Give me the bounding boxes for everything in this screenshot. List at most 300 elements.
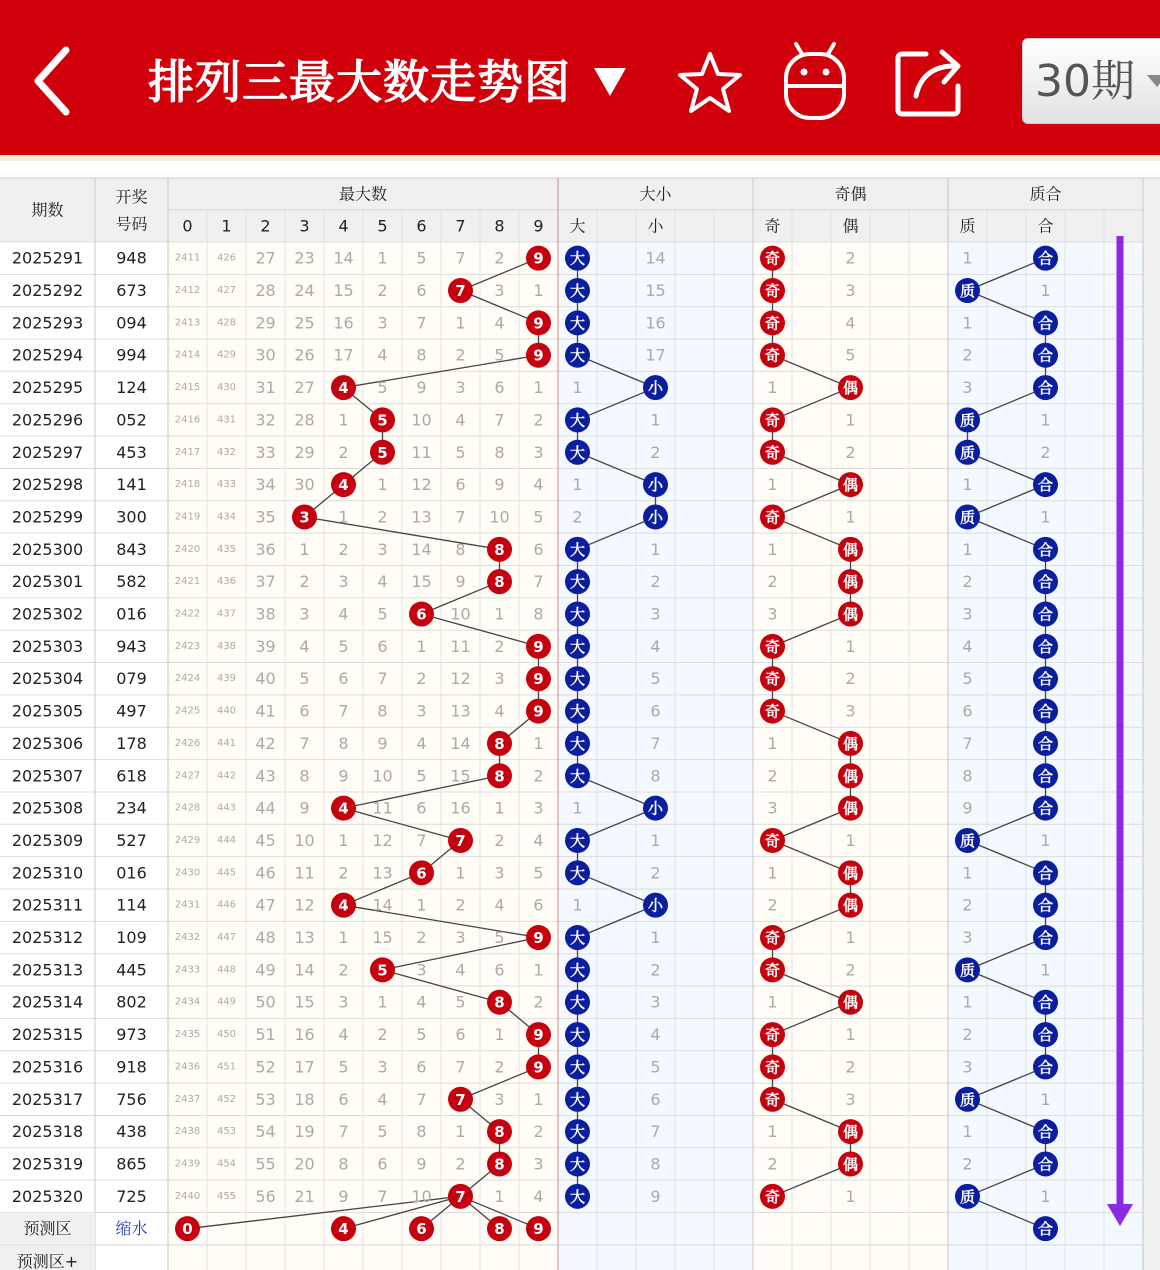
miss-count: 9 xyxy=(650,1186,661,1206)
miss-count: 2423 xyxy=(174,640,201,652)
miss-count: 3 xyxy=(299,604,310,624)
parity-ball-label: 奇 xyxy=(764,249,781,268)
draw-number: 016 xyxy=(116,604,147,624)
miss-count: 42 xyxy=(255,733,276,753)
miss-count: 6 xyxy=(533,895,544,915)
max-hit-ball-label: 8 xyxy=(494,573,505,592)
issue-number: 2025315 xyxy=(11,1025,84,1045)
max-hit-ball-label: 5 xyxy=(377,961,388,980)
miss-count: 2437 xyxy=(174,1093,201,1105)
miss-count: 5 xyxy=(416,1025,427,1045)
miss-count: 4 xyxy=(377,1089,388,1109)
predict-ball-label: 9 xyxy=(533,1220,544,1239)
miss-count: 5 xyxy=(338,1057,349,1077)
miss-count: 12 xyxy=(372,830,393,850)
predict-ball-label: 4 xyxy=(338,1220,349,1239)
miss-count: 1 xyxy=(377,992,388,1012)
miss-count: 2429 xyxy=(174,834,201,846)
miss-count: 3 xyxy=(533,1154,544,1174)
miss-count: 2426 xyxy=(174,737,201,749)
miss-count: 2421 xyxy=(174,576,201,588)
miss-count: 4 xyxy=(494,701,505,721)
miss-count: 15 xyxy=(333,281,354,301)
issue-header: 期数 xyxy=(31,200,64,220)
issue-number: 2025297 xyxy=(11,442,84,462)
miss-count: 1 xyxy=(455,863,466,883)
miss-count: 6 xyxy=(338,669,349,689)
miss-count: 37 xyxy=(255,572,276,592)
miss-count: 446 xyxy=(216,899,237,911)
miss-count: 2 xyxy=(572,507,583,527)
size-ball-label: 大 xyxy=(569,346,586,365)
parity-ball-label: 偶 xyxy=(842,799,859,818)
miss-count: 2439 xyxy=(174,1158,201,1170)
parity-ball-label: 奇 xyxy=(764,411,781,430)
miss-count: 454 xyxy=(216,1158,237,1170)
group-header: 最大数 xyxy=(338,184,388,204)
miss-count: 2 xyxy=(338,442,349,462)
issue-number: 2025299 xyxy=(11,507,84,527)
miss-count: 4 xyxy=(455,960,466,980)
miss-count: 10 xyxy=(411,1186,432,1206)
size-ball-label: 大 xyxy=(569,702,586,721)
miss-count: 7 xyxy=(533,572,544,592)
miss-count: 7 xyxy=(455,1057,466,1077)
size-ball-label: 大 xyxy=(569,540,586,559)
max-digit-header: 6 xyxy=(416,216,427,236)
miss-count: 8 xyxy=(494,442,505,462)
miss-count: 3 xyxy=(650,992,661,1012)
miss-count: 2412 xyxy=(174,285,201,297)
prime-ball-label: 质 xyxy=(959,411,976,430)
issue-number: 2025309 xyxy=(11,830,84,850)
prime-ball-label: 合 xyxy=(1037,346,1054,365)
size-ball-label: 大 xyxy=(569,249,586,268)
miss-count: 426 xyxy=(216,252,237,264)
issue-number: 2025291 xyxy=(11,248,84,268)
miss-count: 1 xyxy=(767,475,778,495)
size-ball-label: 大 xyxy=(569,1058,586,1077)
miss-count: 2 xyxy=(455,895,466,915)
miss-count: 5 xyxy=(377,1122,388,1142)
miss-count: 1 xyxy=(650,928,661,948)
miss-count: 11 xyxy=(450,636,471,656)
miss-count: 7 xyxy=(416,1089,427,1109)
miss-count: 17 xyxy=(333,345,354,365)
miss-count: 440 xyxy=(216,705,237,717)
max-digit-header: 9 xyxy=(533,216,544,236)
parity-ball-label: 奇 xyxy=(764,346,781,365)
miss-count: 8 xyxy=(338,733,349,753)
miss-count: 2436 xyxy=(174,1061,201,1073)
miss-count: 2433 xyxy=(174,964,201,976)
miss-count: 6 xyxy=(377,1154,388,1174)
miss-count: 2 xyxy=(494,1057,505,1077)
miss-count: 1 xyxy=(338,410,349,430)
miss-count: 427 xyxy=(216,285,237,297)
max-hit-ball-label: 9 xyxy=(533,314,544,333)
miss-count: 2415 xyxy=(174,382,201,394)
draw-number: 973 xyxy=(116,1025,147,1045)
prime-ball-label: 合 xyxy=(1037,896,1054,915)
draw-header-line2: 号码 xyxy=(115,214,148,234)
size-ball-label: 大 xyxy=(569,314,586,333)
miss-count: 6 xyxy=(455,1025,466,1045)
miss-count: 4 xyxy=(533,475,544,495)
page-title[interactable]: 排列三最大数走势图 xyxy=(148,55,571,109)
draw-number: 756 xyxy=(116,1089,147,1109)
miss-count: 4 xyxy=(299,636,310,656)
miss-count: 56 xyxy=(255,1186,276,1206)
miss-count: 1 xyxy=(767,378,778,398)
miss-count: 2 xyxy=(299,572,310,592)
miss-count: 443 xyxy=(216,802,237,814)
predict-ball-label: 6 xyxy=(416,1220,427,1239)
size-ball-label: 大 xyxy=(569,864,586,883)
parity-ball-label: 奇 xyxy=(764,702,781,721)
miss-count: 428 xyxy=(216,317,237,329)
prime-ball-label: 质 xyxy=(959,961,976,980)
max-hit-ball-label: 6 xyxy=(416,864,427,883)
parity-ball-label: 偶 xyxy=(842,540,859,559)
miss-count: 1 xyxy=(1040,281,1051,301)
issue-number: 2025313 xyxy=(11,960,84,980)
miss-count: 46 xyxy=(255,863,276,883)
issue-number: 2025317 xyxy=(11,1089,84,1109)
prime-ball-label: 合 xyxy=(1037,864,1054,883)
miss-count: 1 xyxy=(338,928,349,948)
miss-count: 27 xyxy=(294,378,315,398)
max-digit-header: 0 xyxy=(182,216,193,236)
miss-count: 1 xyxy=(494,1025,505,1045)
miss-count: 36 xyxy=(255,539,276,559)
miss-count: 1 xyxy=(845,1186,856,1206)
issue-number: 2025320 xyxy=(11,1186,84,1206)
miss-count: 3 xyxy=(494,669,505,689)
miss-count: 55 xyxy=(255,1154,276,1174)
size-ball-label: 大 xyxy=(569,831,586,850)
parity-ball-label: 偶 xyxy=(842,573,859,592)
max-hit-ball-label: 8 xyxy=(494,1123,505,1142)
miss-count: 2 xyxy=(455,345,466,365)
draw-number: 114 xyxy=(116,895,147,915)
draw-number: 582 xyxy=(116,572,147,592)
max-hit-ball-label: 4 xyxy=(338,896,349,915)
miss-count: 445 xyxy=(216,867,237,879)
draw-number: 124 xyxy=(116,378,147,398)
issue-number: 2025306 xyxy=(11,733,84,753)
prime-ball-label: 合 xyxy=(1037,1058,1054,1077)
parity-ball-label: 奇 xyxy=(764,637,781,656)
miss-count: 2424 xyxy=(174,673,201,685)
draw-number: 994 xyxy=(116,345,147,365)
draw-number: 079 xyxy=(116,669,147,689)
issue-number: 2025295 xyxy=(11,378,84,398)
miss-count: 3 xyxy=(533,798,544,818)
draw-number: 141 xyxy=(116,475,147,495)
miss-count: 3 xyxy=(767,798,778,818)
miss-count: 3 xyxy=(767,604,778,624)
miss-count: 3 xyxy=(533,442,544,462)
miss-count: 43 xyxy=(255,766,276,786)
miss-count: 54 xyxy=(255,1122,276,1142)
miss-count: 1 xyxy=(416,636,427,656)
miss-count: 13 xyxy=(372,863,393,883)
miss-count: 1 xyxy=(845,507,856,527)
miss-count: 2417 xyxy=(174,446,201,458)
miss-count: 30 xyxy=(255,345,276,365)
size-ball-label: 大 xyxy=(569,637,586,656)
miss-count: 19 xyxy=(294,1122,315,1142)
miss-count: 8 xyxy=(377,701,388,721)
size-ball-label: 小 xyxy=(647,379,664,398)
miss-count: 7 xyxy=(455,507,466,527)
draw-number: 438 xyxy=(116,1122,147,1142)
miss-count: 2 xyxy=(767,572,778,592)
max-digit-header: 8 xyxy=(494,216,505,236)
miss-count: 29 xyxy=(255,313,276,333)
max-hit-ball-label: 9 xyxy=(533,637,544,656)
miss-count: 4 xyxy=(533,830,544,850)
miss-count: 2 xyxy=(533,992,544,1012)
max-hit-ball-label: 3 xyxy=(299,508,310,527)
miss-count: 15 xyxy=(294,992,315,1012)
miss-count: 2 xyxy=(377,507,388,527)
miss-count: 25 xyxy=(294,313,315,333)
miss-count: 453 xyxy=(216,1126,237,1138)
issue-number: 2025294 xyxy=(11,345,84,365)
miss-count: 442 xyxy=(216,770,237,782)
miss-count: 14 xyxy=(411,539,432,559)
prime-ball-label: 合 xyxy=(1037,929,1054,948)
miss-count: 2 xyxy=(377,1025,388,1045)
miss-count: 6 xyxy=(299,701,310,721)
draw-number: 618 xyxy=(116,766,147,786)
miss-count: 1 xyxy=(767,733,778,753)
size-header: 小 xyxy=(647,216,664,236)
issue-number: 2025296 xyxy=(11,410,84,430)
miss-count: 6 xyxy=(338,1089,349,1109)
miss-count: 4 xyxy=(494,895,505,915)
miss-count: 1 xyxy=(338,830,349,850)
miss-count: 52 xyxy=(255,1057,276,1077)
miss-count: 4 xyxy=(416,733,427,753)
miss-count: 3 xyxy=(845,701,856,721)
miss-count: 2414 xyxy=(174,349,201,361)
miss-count: 1 xyxy=(767,992,778,1012)
miss-count: 439 xyxy=(216,673,237,685)
issue-number: 2025307 xyxy=(11,766,84,786)
predict-ball-label: 0 xyxy=(182,1220,193,1239)
miss-count: 13 xyxy=(411,507,432,527)
miss-count: 4 xyxy=(455,410,466,430)
group-header: 奇偶 xyxy=(834,184,867,204)
prime-ball-label: 合 xyxy=(1037,476,1054,495)
predict-label: 预测区 xyxy=(23,1219,72,1239)
draw-header-line1: 开奖 xyxy=(115,187,148,207)
miss-count: 1 xyxy=(962,539,973,559)
draw-number: 109 xyxy=(116,928,147,948)
miss-count: 6 xyxy=(455,475,466,495)
max-digit-header: 1 xyxy=(221,216,232,236)
parity-ball-label: 偶 xyxy=(842,767,859,786)
miss-count: 14 xyxy=(294,960,315,980)
miss-count: 6 xyxy=(494,960,505,980)
miss-count: 441 xyxy=(216,737,237,749)
miss-count: 2 xyxy=(494,636,505,656)
miss-count: 2 xyxy=(416,928,427,948)
miss-count: 2 xyxy=(845,669,856,689)
miss-count: 39 xyxy=(255,636,276,656)
miss-count: 1 xyxy=(572,798,583,818)
miss-count: 1 xyxy=(845,636,856,656)
miss-count: 15 xyxy=(411,572,432,592)
parity-header: 偶 xyxy=(842,216,859,236)
miss-count: 1 xyxy=(1040,960,1051,980)
miss-count: 11 xyxy=(411,442,432,462)
issue-number: 2025308 xyxy=(11,798,84,818)
miss-count: 15 xyxy=(372,928,393,948)
size-ball-label: 小 xyxy=(647,896,664,915)
miss-count: 44 xyxy=(255,798,276,818)
miss-count: 450 xyxy=(216,1029,237,1041)
miss-count: 8 xyxy=(338,1154,349,1174)
miss-count: 5 xyxy=(416,248,427,268)
miss-count: 12 xyxy=(411,475,432,495)
size-ball-label: 大 xyxy=(569,1123,586,1142)
miss-count: 3 xyxy=(377,1057,388,1077)
max-hit-ball-label: 7 xyxy=(455,1187,466,1206)
prime-ball-label: 合 xyxy=(1037,702,1054,721)
max-hit-ball-label: 8 xyxy=(494,1155,505,1174)
miss-count: 6 xyxy=(416,1057,427,1077)
parity-ball-label: 奇 xyxy=(764,670,781,689)
miss-count: 2440 xyxy=(174,1190,201,1202)
draw-number: 052 xyxy=(116,410,147,430)
parity-ball-label: 偶 xyxy=(842,1155,859,1174)
miss-count: 10 xyxy=(411,410,432,430)
miss-count: 5 xyxy=(845,345,856,365)
miss-count: 8 xyxy=(299,766,310,786)
predict-plus-label: 预测区+ xyxy=(16,1251,79,1270)
miss-count: 3 xyxy=(494,281,505,301)
miss-count: 2 xyxy=(650,960,661,980)
miss-count: 2425 xyxy=(174,705,201,717)
parity-ball-label: 奇 xyxy=(764,1026,781,1045)
shrink-link[interactable]: 缩水 xyxy=(115,1219,148,1239)
miss-count: 5 xyxy=(533,863,544,883)
miss-count: 4 xyxy=(845,313,856,333)
miss-count: 7 xyxy=(962,733,973,753)
miss-count: 53 xyxy=(255,1089,276,1109)
miss-count: 7 xyxy=(338,701,349,721)
size-ball-label: 小 xyxy=(647,799,664,818)
miss-count: 7 xyxy=(455,248,466,268)
miss-count: 451 xyxy=(216,1061,237,1073)
size-ball-label: 大 xyxy=(569,443,586,462)
miss-count: 2 xyxy=(845,442,856,462)
miss-count: 7 xyxy=(650,733,661,753)
period-label: 30期 xyxy=(1035,56,1135,107)
miss-count: 4 xyxy=(494,313,505,333)
miss-count: 1 xyxy=(533,1089,544,1109)
max-hit-ball-label: 8 xyxy=(494,767,505,786)
miss-count: 2430 xyxy=(174,867,201,879)
predict-ball-label: 8 xyxy=(494,1220,505,1239)
miss-count: 2 xyxy=(650,863,661,883)
miss-count: 10 xyxy=(372,766,393,786)
max-hit-ball-label: 9 xyxy=(533,702,544,721)
max-hit-ball-label: 6 xyxy=(416,605,427,624)
size-ball-label: 大 xyxy=(569,1090,586,1109)
miss-count: 455 xyxy=(216,1190,237,1202)
miss-count: 8 xyxy=(533,604,544,624)
miss-count: 2 xyxy=(767,1154,778,1174)
size-ball-label: 大 xyxy=(569,929,586,948)
miss-count: 9 xyxy=(338,1186,349,1206)
miss-count: 6 xyxy=(416,281,427,301)
miss-count: 4 xyxy=(533,1186,544,1206)
miss-count: 6 xyxy=(533,539,544,559)
miss-count: 13 xyxy=(294,928,315,948)
miss-count: 6 xyxy=(962,701,973,721)
miss-count: 31 xyxy=(255,378,276,398)
draw-number: 725 xyxy=(116,1186,147,1206)
miss-count: 8 xyxy=(416,345,427,365)
miss-count: 51 xyxy=(255,1025,276,1045)
miss-count: 2438 xyxy=(174,1126,201,1138)
max-hit-ball-label: 4 xyxy=(338,799,349,818)
miss-count: 448 xyxy=(216,964,237,976)
miss-count: 1 xyxy=(572,475,583,495)
miss-count: 1 xyxy=(533,733,544,753)
miss-count: 3 xyxy=(494,863,505,883)
miss-count: 5 xyxy=(455,442,466,462)
parity-ball-label: 奇 xyxy=(764,961,781,980)
miss-count: 9 xyxy=(962,798,973,818)
miss-count: 7 xyxy=(416,830,427,850)
miss-count: 38 xyxy=(255,604,276,624)
miss-count: 47 xyxy=(255,895,276,915)
miss-count: 8 xyxy=(962,766,973,786)
miss-count: 14 xyxy=(645,248,666,268)
draw-number: 300 xyxy=(116,507,147,527)
miss-count: 9 xyxy=(377,733,388,753)
max-hit-ball-label: 8 xyxy=(494,734,505,753)
miss-count: 3 xyxy=(962,604,973,624)
miss-count: 1 xyxy=(1040,1186,1051,1206)
prime-ball-label: 合 xyxy=(1037,379,1054,398)
miss-count: 4 xyxy=(338,1025,349,1045)
miss-count: 2 xyxy=(416,669,427,689)
miss-count: 1 xyxy=(767,539,778,559)
miss-count: 7 xyxy=(377,669,388,689)
miss-count: 3 xyxy=(338,572,349,592)
miss-count: 3 xyxy=(377,313,388,333)
miss-count: 452 xyxy=(216,1093,237,1105)
size-ball-label: 小 xyxy=(647,508,664,527)
prime-ball-label: 合 xyxy=(1037,767,1054,786)
draw-number: 094 xyxy=(116,313,147,333)
issue-number: 2025304 xyxy=(11,669,84,689)
miss-count: 14 xyxy=(333,248,354,268)
miss-count: 50 xyxy=(255,992,276,1012)
prime-ball-label: 质 xyxy=(959,831,976,850)
draw-number: 497 xyxy=(116,701,147,721)
miss-count: 28 xyxy=(294,410,315,430)
miss-count: 23 xyxy=(294,248,315,268)
size-ball-label: 大 xyxy=(569,767,586,786)
